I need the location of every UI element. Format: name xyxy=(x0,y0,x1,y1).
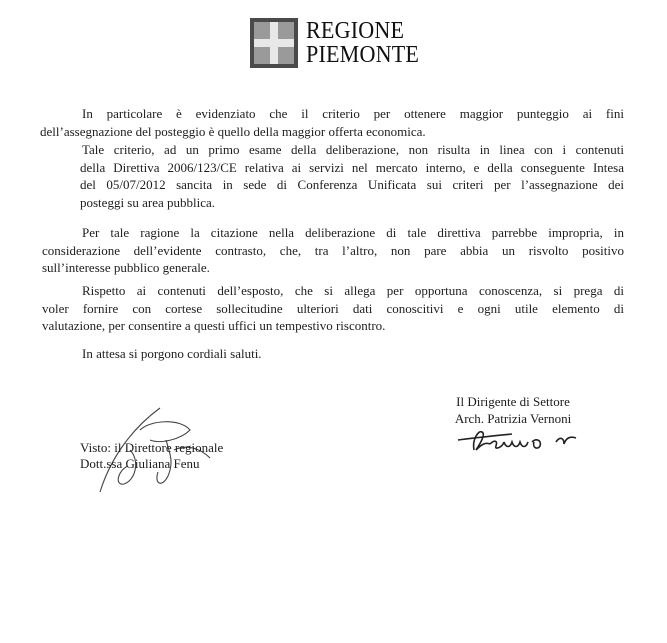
paragraph-ragione xyxy=(42,224,624,277)
logo-line-piemonte: PIEMONTE xyxy=(306,42,420,68)
paragraph-line: considerazione dell’evidente contrasto, che, tra l’altro, non pare abbia un risvolto positivo xyxy=(42,242,624,258)
paragraph-line: valutazione, per consentire a questi uffici un tempestivo riscontro. xyxy=(42,318,386,333)
handwritten-signature-vernoni xyxy=(452,420,602,460)
paragraph-line: Tale criterio, ad un primo esame della deliberazione, non risulta in linea con i contenuti xyxy=(82,142,624,157)
visto-line: Visto: il Direttore regionale xyxy=(80,440,224,455)
regione-piemonte-emblem-icon xyxy=(250,18,298,68)
logo-line-regione: REGIONE xyxy=(306,18,405,44)
paragraph-direttiva xyxy=(80,141,624,211)
signatory-role: Il Dirigente di Settore xyxy=(456,394,570,409)
paragraph-line: dell’assegnazione del posteggio è quello della maggior offerta economica. xyxy=(40,123,426,139)
paragraph-line: Rispetto ai contenuti dell’esposto, che si allega per opportuna conoscenza, si prega di xyxy=(82,283,624,298)
signatory-name: Arch. Patrizia Vernoni xyxy=(454,411,572,426)
signature-block-direttore xyxy=(80,440,223,472)
paragraph-line: Per tale ragione la citazione nella deliberazione di tale direttiva parrebbe impropria, in xyxy=(82,225,624,240)
closing-salutation: In attesa si porgono cordiali saluti. xyxy=(82,346,262,361)
regione-piemonte-logo xyxy=(250,18,420,72)
paragraph-line: In particolare è evidenziato che il criterio per ottenere maggior punteggio ai fini xyxy=(82,106,624,121)
logo-wordmark xyxy=(306,19,419,67)
paragraph-line: voler fornire con cortese sollecitudine ulteriori dati conoscitivi e ogni utile elemento di xyxy=(42,300,624,316)
paragraph-line: del 05/07/2012 sancita in sede di Conferenza Unificata sui criteri per l’assegnazione dei xyxy=(80,177,624,192)
paragraph-line: sull’interesse pubblico generale. xyxy=(42,260,210,275)
paragraph-line: della Direttiva 2006/123/CE relativa ai servizi nel mercato interno, e della conseguente Intesa xyxy=(80,159,624,175)
paragraph-esposto xyxy=(42,282,624,335)
paragraph-criterio xyxy=(40,105,624,140)
paragraph-line: posteggi su area pubblica. xyxy=(80,194,216,210)
direttore-name: Dott.ssa Giuliana Fenu xyxy=(80,456,200,471)
